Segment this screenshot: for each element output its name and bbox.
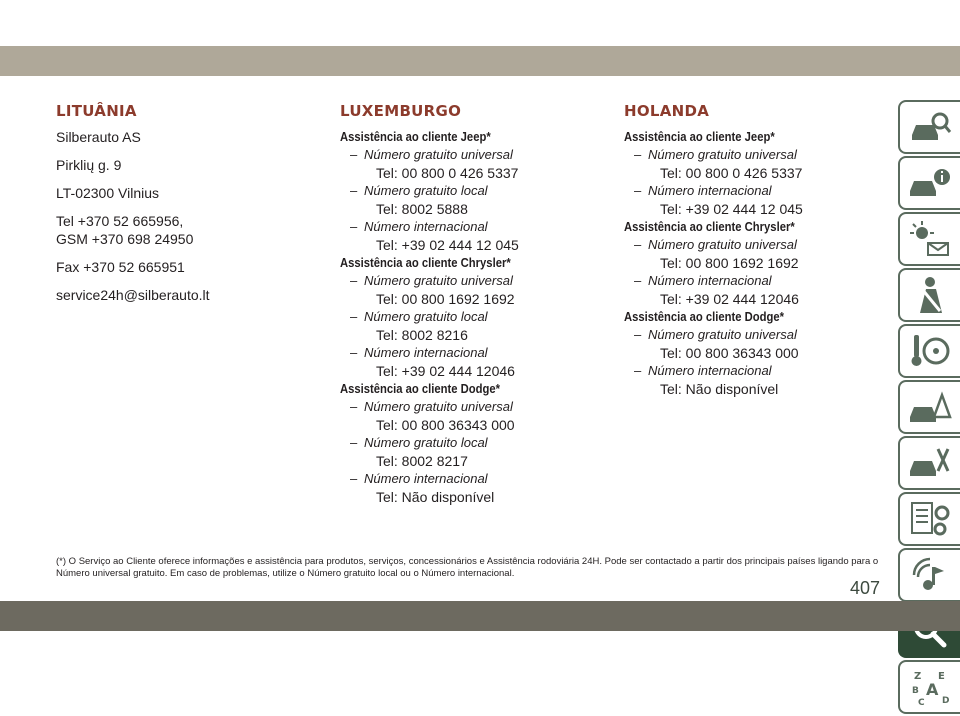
tab-breakdown[interactable] (898, 380, 960, 434)
phone: Tel +370 52 665956, (56, 213, 184, 229)
car-magnifier-icon (908, 107, 952, 147)
item-label: Número gratuito local (364, 309, 488, 324)
list-item: – Número internacional Tel: Não disponível (340, 470, 610, 506)
column-luxemburgo (340, 102, 610, 506)
breakdown-icon (908, 387, 952, 427)
group-title-dodge: Assistência ao cliente Dodge* (624, 310, 785, 324)
item-label: Número gratuito universal (648, 147, 797, 162)
alphabetical-index-icon (908, 667, 952, 707)
item-tel: Tel: Não disponível (376, 489, 495, 505)
technical-data-icon (908, 499, 952, 539)
group-title-chrysler: Assistência ao cliente Chrysler* (340, 256, 511, 270)
item-tel: Tel: 00 800 0 426 5337 (376, 165, 519, 181)
list-item: – Número gratuito universal Tel: 00 800 36343 000 (624, 326, 884, 362)
svg-text:B: B (912, 686, 919, 696)
car-info-icon (908, 163, 952, 203)
item-label: Número gratuito universal (364, 273, 513, 288)
tab-car-info[interactable] (898, 156, 960, 210)
item-label: Número gratuito local (364, 183, 488, 198)
svg-text:E: E (938, 671, 945, 682)
tab-technical-data[interactable] (898, 492, 960, 546)
item-label: Número gratuito universal (648, 327, 797, 342)
item-label: Número internacional (648, 183, 772, 198)
gsm: GSM +370 698 24950 (56, 231, 194, 247)
item-tel: Tel: 00 800 36343 000 (376, 417, 515, 433)
item-label: Número gratuito universal (648, 237, 797, 252)
item-tel: Tel: 8002 8216 (376, 327, 468, 343)
item-tel: Tel: +39 02 444 12046 (376, 363, 515, 379)
bottom-band (0, 601, 960, 631)
item-tel: Tel: 00 800 0 426 5337 (660, 165, 803, 181)
list-item: – Número internacional Tel: +39 02 444 12 045 (340, 218, 610, 254)
item-label: Número gratuito universal (364, 399, 513, 414)
group-title-chrysler: Assistência ao cliente Chrysler* (624, 220, 795, 234)
svg-text:Z: Z (914, 671, 922, 682)
item-label: Número internacional (648, 273, 772, 288)
item-label: Número gratuito universal (364, 147, 513, 162)
item-tel: Tel: 8002 8217 (376, 453, 468, 469)
warning-lights-icon (908, 219, 952, 259)
item-tel: Tel: 00 800 1692 1692 (660, 255, 799, 271)
car-maintenance-icon (908, 443, 952, 483)
item-label: Número internacional (648, 363, 772, 378)
group-title-dodge: Assistência ao cliente Dodge* (340, 382, 501, 396)
list-item: – Número gratuito universal Tel: 00 800 1692 1692 (340, 272, 610, 308)
list-item: – Número gratuito universal Tel: 00 800 36343 000 (340, 398, 610, 434)
item-tel: Tel: Não disponível (660, 381, 779, 397)
item-tel: Tel: 00 800 36343 000 (660, 345, 799, 361)
phone-block (56, 212, 316, 248)
fax: Fax +370 52 665951 (56, 259, 185, 275)
item-tel: Tel: +39 02 444 12 045 (660, 201, 803, 217)
svg-text:C: C (918, 698, 925, 707)
tab-starting-driving[interactable] (898, 324, 960, 378)
list-item: – Número gratuito universal Tel: 00 800 0 426 5337 (624, 146, 884, 182)
item-tel: Tel: +39 02 444 12046 (660, 291, 799, 307)
list-item: – Número internacional Tel: +39 02 444 12046 (340, 344, 610, 380)
street: Pirklių g. 9 (56, 157, 122, 173)
tab-car-magnifier[interactable] (898, 100, 960, 154)
item-tel: Tel: 00 800 1692 1692 (376, 291, 515, 307)
company-name: Silberauto AS (56, 129, 141, 145)
svg-text:A: A (926, 680, 939, 699)
tab-warning-lights[interactable] (898, 212, 960, 266)
group-title-jeep: Assistência ao cliente Jeep* (340, 130, 491, 144)
list-item: – Número gratuito universal Tel: 00 800 1692 1692 (624, 236, 884, 272)
tab-alphabetical-index[interactable] (898, 660, 960, 714)
list-item: – Número internacional Tel: +39 02 444 12 045 (624, 182, 884, 218)
tab-multimedia[interactable] (898, 548, 960, 602)
list-item: – Número gratuito local Tel: 8002 8217 (340, 434, 610, 470)
heading-holanda: HOLANDA (624, 102, 710, 120)
list-item: – Número gratuito local Tel: 8002 8216 (340, 308, 610, 344)
item-tel: Tel: +39 02 444 12 045 (376, 237, 519, 253)
item-label: Número gratuito local (364, 435, 488, 450)
item-label: Número internacional (364, 471, 488, 486)
item-label: Número internacional (364, 345, 488, 360)
list-item: – Número gratuito universal Tel: 00 800 0 426 5337 (340, 146, 610, 182)
tab-maintenance[interactable] (898, 436, 960, 490)
list-item: – Número internacional Tel: +39 02 444 12046 (624, 272, 884, 308)
column-holanda (624, 102, 884, 398)
list-item: – Número gratuito local Tel: 8002 5888 (340, 182, 610, 218)
multimedia-icon (908, 555, 952, 595)
column-lituania (56, 102, 316, 314)
top-band (0, 46, 960, 76)
svg-text:D: D (942, 696, 950, 706)
address-block (56, 128, 316, 304)
group-title-jeep: Assistência ao cliente Jeep* (624, 130, 775, 144)
tab-safety[interactable] (898, 268, 960, 322)
page-number: 407 (850, 578, 881, 598)
heading-luxemburgo: LUXEMBURGO (340, 102, 462, 120)
item-tel: Tel: 8002 5888 (376, 201, 468, 217)
starting-driving-icon (908, 331, 952, 371)
list-item: – Número internacional Tel: Não disponível (624, 362, 884, 398)
item-label: Número internacional (364, 219, 488, 234)
email: service24h@silberauto.lt (56, 287, 210, 303)
safety-person-icon (908, 275, 952, 315)
postal-city: LT-02300 Vilnius (56, 185, 159, 201)
heading-lituania: LITUÂNIA (56, 102, 137, 120)
footnote: (*) O Serviço ao Cliente oferece informações e assistência para produtos, serviços, concessionários e Assistência rodoviária 24H. Pode ser contactado a partir dos principais países ligando para o Número universal gratuito. Em caso de problemas, utilize o Número gratuito local ou o Número internacional. (56, 556, 879, 579)
